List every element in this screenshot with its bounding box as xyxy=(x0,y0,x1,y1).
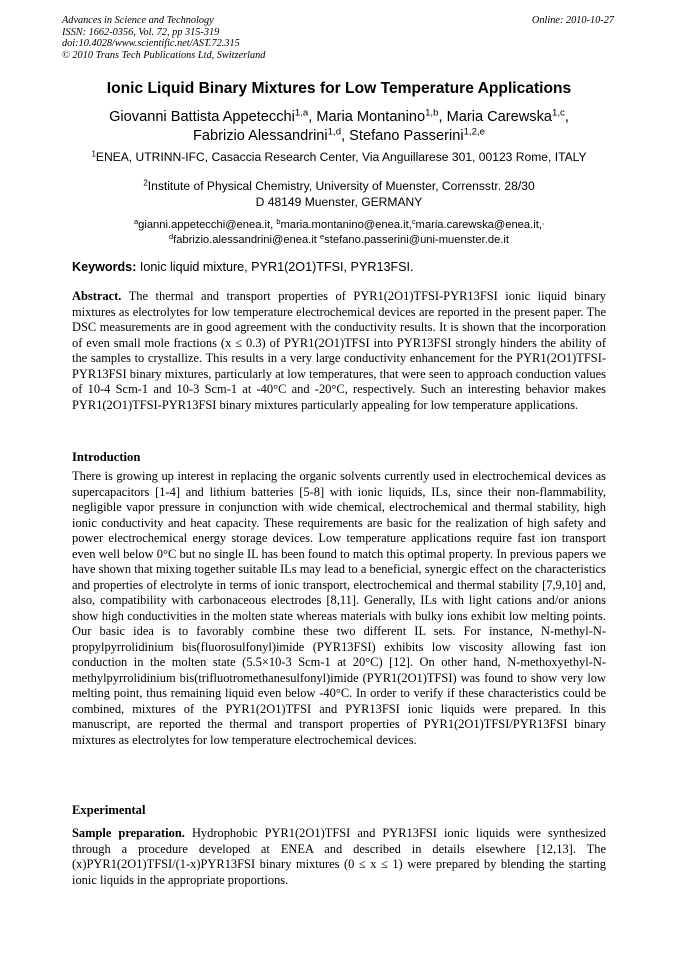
keywords-text: Ionic liquid mixture, PYR1(2O1)TFSI, PYR13FSI. xyxy=(139,260,414,274)
abstract xyxy=(72,289,606,413)
journal-copyright: © 2010 Trans Tech Publications Ltd, Switzerland xyxy=(62,49,266,61)
keywords xyxy=(72,260,612,274)
journal-doi: doi:10.4028/www.scientific.net/AST.72.315 xyxy=(62,38,240,50)
author-affil-mark: 1,c xyxy=(552,107,565,119)
email-link[interactable]: maria.carewska@enea.it, xyxy=(415,219,542,231)
sample-preparation-label: Sample preparation. xyxy=(72,826,185,840)
affiliation-mark: 1 xyxy=(91,149,96,159)
sample-preparation-text: Hydrophobic PYR1(2O1)TFSI and PYR13FSI ionic liquids were synthesized through a procedure developed at ENEA and described in details elsewhere [12,13]. The (x)PYR1(2O1)TFSI/(1-x)PYR13FSI binary mixtures (0 ≤ x ≤ 1) were prepared by blending the starting ionic liquids in the appropriate proportions. xyxy=(72,826,607,887)
author-affil-mark: 1,d xyxy=(327,126,342,138)
affiliation-1 xyxy=(40,150,638,166)
author-affil-mark: 1,b xyxy=(425,107,439,119)
experimental-heading: Experimental xyxy=(72,803,146,817)
affiliation-text: D 48149 Muenster, GERMANY xyxy=(255,194,423,209)
affiliation-text: ENEA, UTRINN-IFC, Casaccia Research Center, Via Anguillarese 301, 00123 Rome, ITALY xyxy=(95,150,587,164)
introduction-heading: Introduction xyxy=(72,450,141,464)
online-date: Online: 2010-10-27 xyxy=(531,15,614,26)
author-list: Giovanni Battista Appetecchi$^{1,a}$, Maria Montanino$^{1,b}$, Maria Carewska$^{1,c}$, Fabrizio Alessandrini$^{1,d}$, Stefano Passerini$^{1,2,e}$ xyxy=(109,107,569,144)
email-link[interactable]: stefano.passerini@uni-muenster.de.it xyxy=(324,234,510,246)
journal-header xyxy=(62,15,265,61)
journal-issn: ISSN: 1662-0356, Vol. 72, pp 315-319 xyxy=(62,26,220,38)
affiliation-text: Institute of Physical Chemistry, University of Muenster, Corrensstr. 28/30 xyxy=(147,179,535,193)
affiliation-mark: 2 xyxy=(143,178,148,188)
author-name: Maria Montanino xyxy=(316,109,426,125)
email-link[interactable]: fabrizio.alessandrini@enea.it xyxy=(173,234,317,246)
author-name: Maria Carewska xyxy=(446,109,552,125)
abstract-text: The thermal and transport properties of PYR1(2O1)TFSI-PYR13FSI ionic liquid binary mixtures as electrolytes for low temperature electrochemical devices are reported in the present paper. The DSC measurements are in good agreement with the conductivity results. It is shown that the incorporation of even small mole fractions (x ≤ 0.3) of PYR1(2O1)TFSI into PYR13FSI strongly hinders the ability of the samples to crystallize. This results in a very large conductivity enhancement for the PYR1(2O1)TFSI-PYR13FSI binary mixtures, particularly at low temperatures, that were seen to approach conduction values of 10-4 Scm-1 and 10-3 Scm-1 at -40°C and -20°C, respectively. Such an interesting behavior makes PYR1(2O1)TFSI-PYR13FSI binary mixtures particularly appealing for low temperature applications. xyxy=(72,289,606,412)
journal-name: Advances in Science and Technology xyxy=(62,15,214,26)
email-link[interactable]: maria.montanino@enea.it, xyxy=(280,219,412,231)
sample-preparation xyxy=(72,826,606,888)
affiliation-2 xyxy=(40,179,638,210)
keywords-label: Keywords: xyxy=(72,260,137,274)
author-affil-mark: 1,2,e xyxy=(463,126,485,138)
author-name: Stefano Passerini xyxy=(349,128,464,144)
author-name: Fabrizio Alessandrini xyxy=(193,128,328,144)
email-list: $^a$gianni.appetecchi@enea.it, $^b$maria.montanino@enea.it,$^c$maria.carewska@enea.it,, $^d$fabrizio.alessandrini@enea.it $^e$stefano.passerini@uni-muenster.de.it xyxy=(134,216,544,246)
email-link[interactable]: gianni.appetecchi@enea.it, xyxy=(138,219,274,231)
paper-title: Ionic Liquid Binary Mixtures for Low Temperature Applications xyxy=(106,80,572,97)
abstract-label: Abstract. xyxy=(72,289,122,303)
author-affil-mark: 1,a xyxy=(294,107,309,119)
introduction-text: There is growing up interest in replacing the organic solvents currently used in electrochemical devices as supercapacitors [1-4] and lithium batteries [5-8] with ionic liquids, ILs, since their non-flammability, negligible vapor pressure in conjunction with wide chemical, electrochemical and thermal stability, high ionic conductivity and heat capacity. These requirements are basic for the realization of high safety and power electrochemical energy storage devices. Low temperature applications require fast ion transport even well below 0°C but no single IL has been found to match this optimal property. In previous papers we have shown that mixing together suitable ILs may lead to a beneficial, synergic effect on the characteristics and properties of electrolyte in terms of ionic transport, electrochemical and thermal stability [7,9,10] and, also, compatibility with carbonaceous electrodes [8,11]. Generally, ILs with light cations and/or anions show high conductivities in the molten state whereas materials with bulky ions exhibit low melting points. Our basic idea is to favorably combine these two different IL sets. For instance, N-methyl-N-propylpyrrolidinium bis(fluorosulfonyl)imide (PYR13FSI) exhibits low viscosity allowing fast ion conduction in the molten state (5.5×10-3 Scm-1 at 20°C) [12]. On other hand, N-methoxyethyl-N-methylpyrrolidinium bis(trifluotromethanesulfonyl)imide (PYR1(2O1)TFSI) was found to show very low melting point, thus remaining liquid even below -40°C. In order to verify if these characteristics could be combined, mixtures of the PYR1(2O1)TFSI and PYR13FSI ionic liquids were prepared. In this manuscript, are reported the thermal and transport properties of PYR1(2O1)TFSI/PYR13FSI binary mixtures as electrolytes for low temperature electrochemical devices. xyxy=(72,469,606,747)
author-name: Giovanni Battista Appetecchi xyxy=(109,109,295,125)
